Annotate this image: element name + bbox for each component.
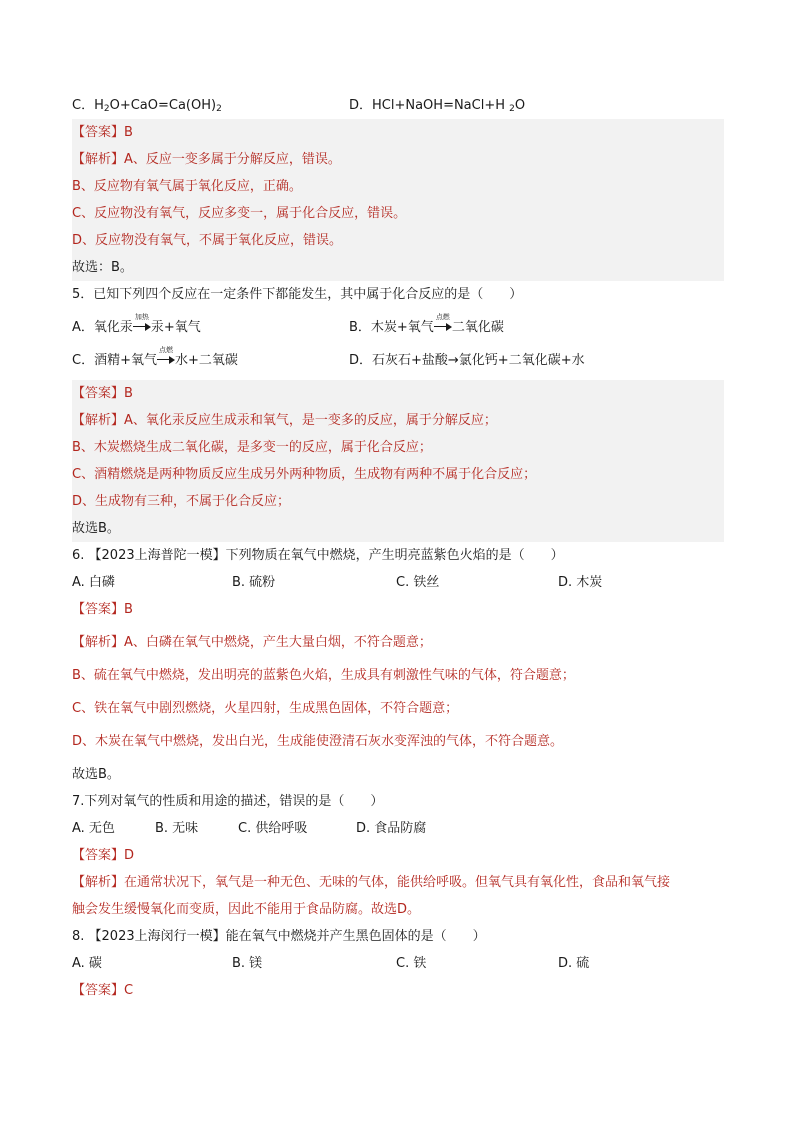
q6-option-b: B. 硫粉 — [232, 575, 276, 590]
q7-option-b: B. 无味 — [155, 821, 199, 836]
q4-answer-block — [72, 119, 724, 281]
reaction-arrow-icon: 点燃 — [434, 319, 452, 333]
q8-option-d: D. 硫 — [558, 956, 590, 971]
q6-options-row — [72, 569, 724, 596]
q4-analysis-c: C、反应物没有氧气，反应多变一，属于化合反应，错误。 — [72, 206, 407, 221]
q4-conclusion: 故选：B。 — [72, 260, 133, 275]
q5-options-row-1 — [72, 311, 724, 344]
q7-options-row — [72, 815, 724, 842]
q5-option-c: C．酒精+氧气 点燃 水+二氧碳 — [72, 346, 238, 368]
reaction-arrow-icon: 点燃 — [157, 352, 175, 366]
reaction-arrow-icon: 加热 — [133, 319, 151, 333]
q7-stem: 7.下列对氧气的性质和用途的描述，错误的是（ ） — [72, 794, 384, 809]
q6-analysis-a: 【解析】A、白磷在氧气中燃烧，产生大量白烟，不符合题意； — [72, 635, 432, 650]
q6-option-c: C. 铁丝 — [396, 575, 440, 590]
q4-option-d: D．HCl+NaOH=NaCl+H $_2$O — [349, 98, 526, 114]
q5-answer-block — [72, 380, 724, 542]
q5-conclusion: 故选B。 — [72, 521, 120, 536]
q6-option-d: D. 木炭 — [558, 575, 603, 590]
q6-analysis-d: D、木炭在氧气中燃烧，发出白光，生成能使澄清石灰水变浑浊的气体，不符合题意。 — [72, 734, 564, 749]
q8-stem: 8. 【2023上海闵行一模】能在氧气中燃烧并产生黑色固体的是（ ） — [72, 929, 486, 944]
q6-analysis-b: B、硫在氧气中燃烧，发出明亮的蓝紫色火焰，生成具有刺激性气味的气体，符合题意； — [72, 668, 575, 683]
q4-option-c: C．$H_2O+CaO=Ca(OH)_2$ — [72, 98, 222, 114]
q5-analysis-d: D、生成物有三种，不属于化合反应； — [72, 494, 291, 509]
q4-answer: 【答案】B — [72, 125, 133, 140]
q8-option-c: C. 铁 — [396, 956, 427, 971]
q7-option-d: D. 食品防腐 — [356, 821, 427, 836]
q8-options-row — [72, 950, 724, 977]
q5-option-a: A．氧化汞 加热 汞+氧气 — [72, 313, 201, 335]
q5-answer: 【答案】B — [72, 386, 133, 401]
q4-analysis-d: D、反应物没有氧气，不属于氧化反应，错误。 — [72, 233, 343, 248]
q5-option-d: D．石灰石+盐酸→氯化钙+二氧化碳+水 — [349, 353, 585, 368]
document-page — [72, 92, 724, 1004]
q4-analysis-a: 【解析】A、反应一变多属于分解反应，错误。 — [72, 152, 341, 167]
q8-answer: 【答案】C — [72, 983, 134, 998]
q7-option-c: C. 供给呼吸 — [238, 821, 308, 836]
q6-analysis-c: C、铁在氧气中剧烈燃烧，火星四射，生成黑色固体，不符合题意； — [72, 701, 459, 716]
q5-analysis-a: 【解析】A、氧化汞反应生成汞和氧气，是一变多的反应，属于分解反应； — [72, 413, 497, 428]
q8-option-a: A. 碳 — [72, 956, 102, 971]
q6-option-a: A. 白磷 — [72, 575, 115, 590]
q6-stem: 6. 【2023上海普陀一模】下列物质在氧气中燃烧，产生明亮蓝紫色火焰的是（ ） — [72, 548, 564, 563]
q4-analysis-b: B、反应物有氧气属于氧化反应，正确。 — [72, 179, 302, 194]
q6-conclusion: 故选B。 — [72, 767, 120, 782]
q7-analysis-1: 【解析】在通常状况下，氧气是一种无色、无味的气体，能供给呼吸。但氧气具有氧化性，食品和氧气接 — [72, 875, 671, 890]
q6-answer: 【答案】B — [72, 602, 133, 617]
q4-options-row — [72, 92, 724, 119]
q7-option-a: A. 无色 — [72, 821, 115, 836]
q7-answer: 【答案】D — [72, 848, 135, 863]
q5-option-b: B．木炭+氧气 点燃 二氧化碳 — [349, 313, 504, 335]
q5-analysis-b: B、木炭燃烧生成二氧化碳，是多变一的反应，属于化合反应； — [72, 440, 432, 455]
q5-stem: 5．已知下列四个反应在一定条件下都能发生，其中属于化合反应的是（ ） — [72, 287, 523, 302]
q5-analysis-c: C、酒精燃烧是两种物质反应生成另外两种物质，生成物有两种不属于化合反应； — [72, 467, 537, 482]
q8-option-b: B. 镁 — [232, 956, 263, 971]
q5-options-row-2 — [72, 344, 724, 377]
q7-analysis-2: 触会发生缓慢氧化而变质，因此不能用于食品防腐。故选D。 — [72, 902, 421, 917]
